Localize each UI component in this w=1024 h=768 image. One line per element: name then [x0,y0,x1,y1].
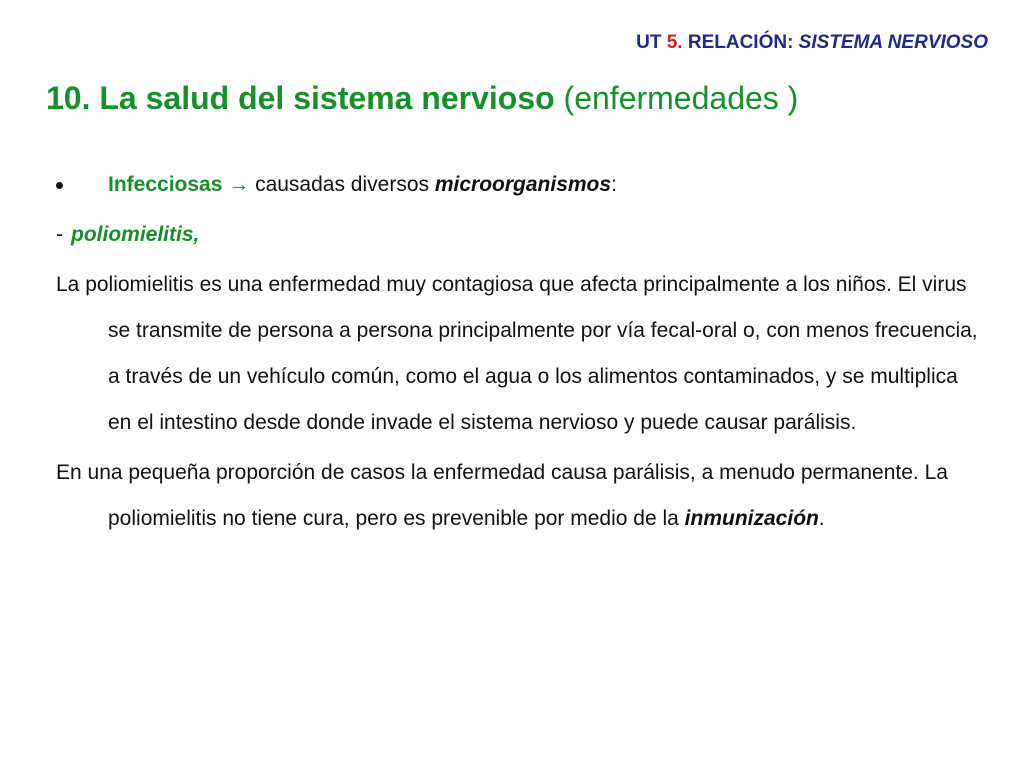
bullet-suffix: : [611,173,617,196]
slide-header [636,32,988,54]
title-main: 10. La salud del sistema nervioso [46,80,555,116]
bullet-text: causadas diversos [255,173,435,196]
dash-marker: - [56,223,63,246]
bullet-dot-icon [56,182,63,189]
immunization-term: inmunización [684,507,819,530]
arrow-icon: → [222,173,256,196]
paragraph-paralysis-end: . [818,507,825,530]
paragraph-paralysis-text: En una pequeña proporción de casos la enfermedad causa parálisis, a menudo permanente. La poliomielitis no tiene cura, pero es prevenible por medio de la [56,461,948,530]
slide-title [46,80,798,117]
title-aside: (enfermedades ) [554,80,799,116]
paragraph-description: La poliomielitis es una enfermedad muy contagiosa que afecta principalmente a los niños. El virus se transmite de persona a persona principalmente por vía fecal-oral o, con menos frecuencia, a través de un vehículo común, como el agua o los alimentos contaminados, y se multiplica en el intestino desde donde invade el sistema nervioso y puede causar parálisis. [56,273,978,434]
unit-number: 5. [666,32,683,53]
header-prefix: UT [636,32,667,53]
bullet-emphasis: microorganismos [434,173,612,196]
bullet-term: Infecciosas [108,173,223,196]
subitem-poliomielitis [56,212,986,258]
subitem-label: poliomielitis, [71,223,200,246]
relation-label: RELACIÓN: [682,32,799,53]
header-topic: SISTEMA NERVIOSO [798,32,988,53]
paragraph-paralysis [56,450,986,542]
slide-content [56,166,986,542]
bullet-infecciosas [56,166,986,204]
